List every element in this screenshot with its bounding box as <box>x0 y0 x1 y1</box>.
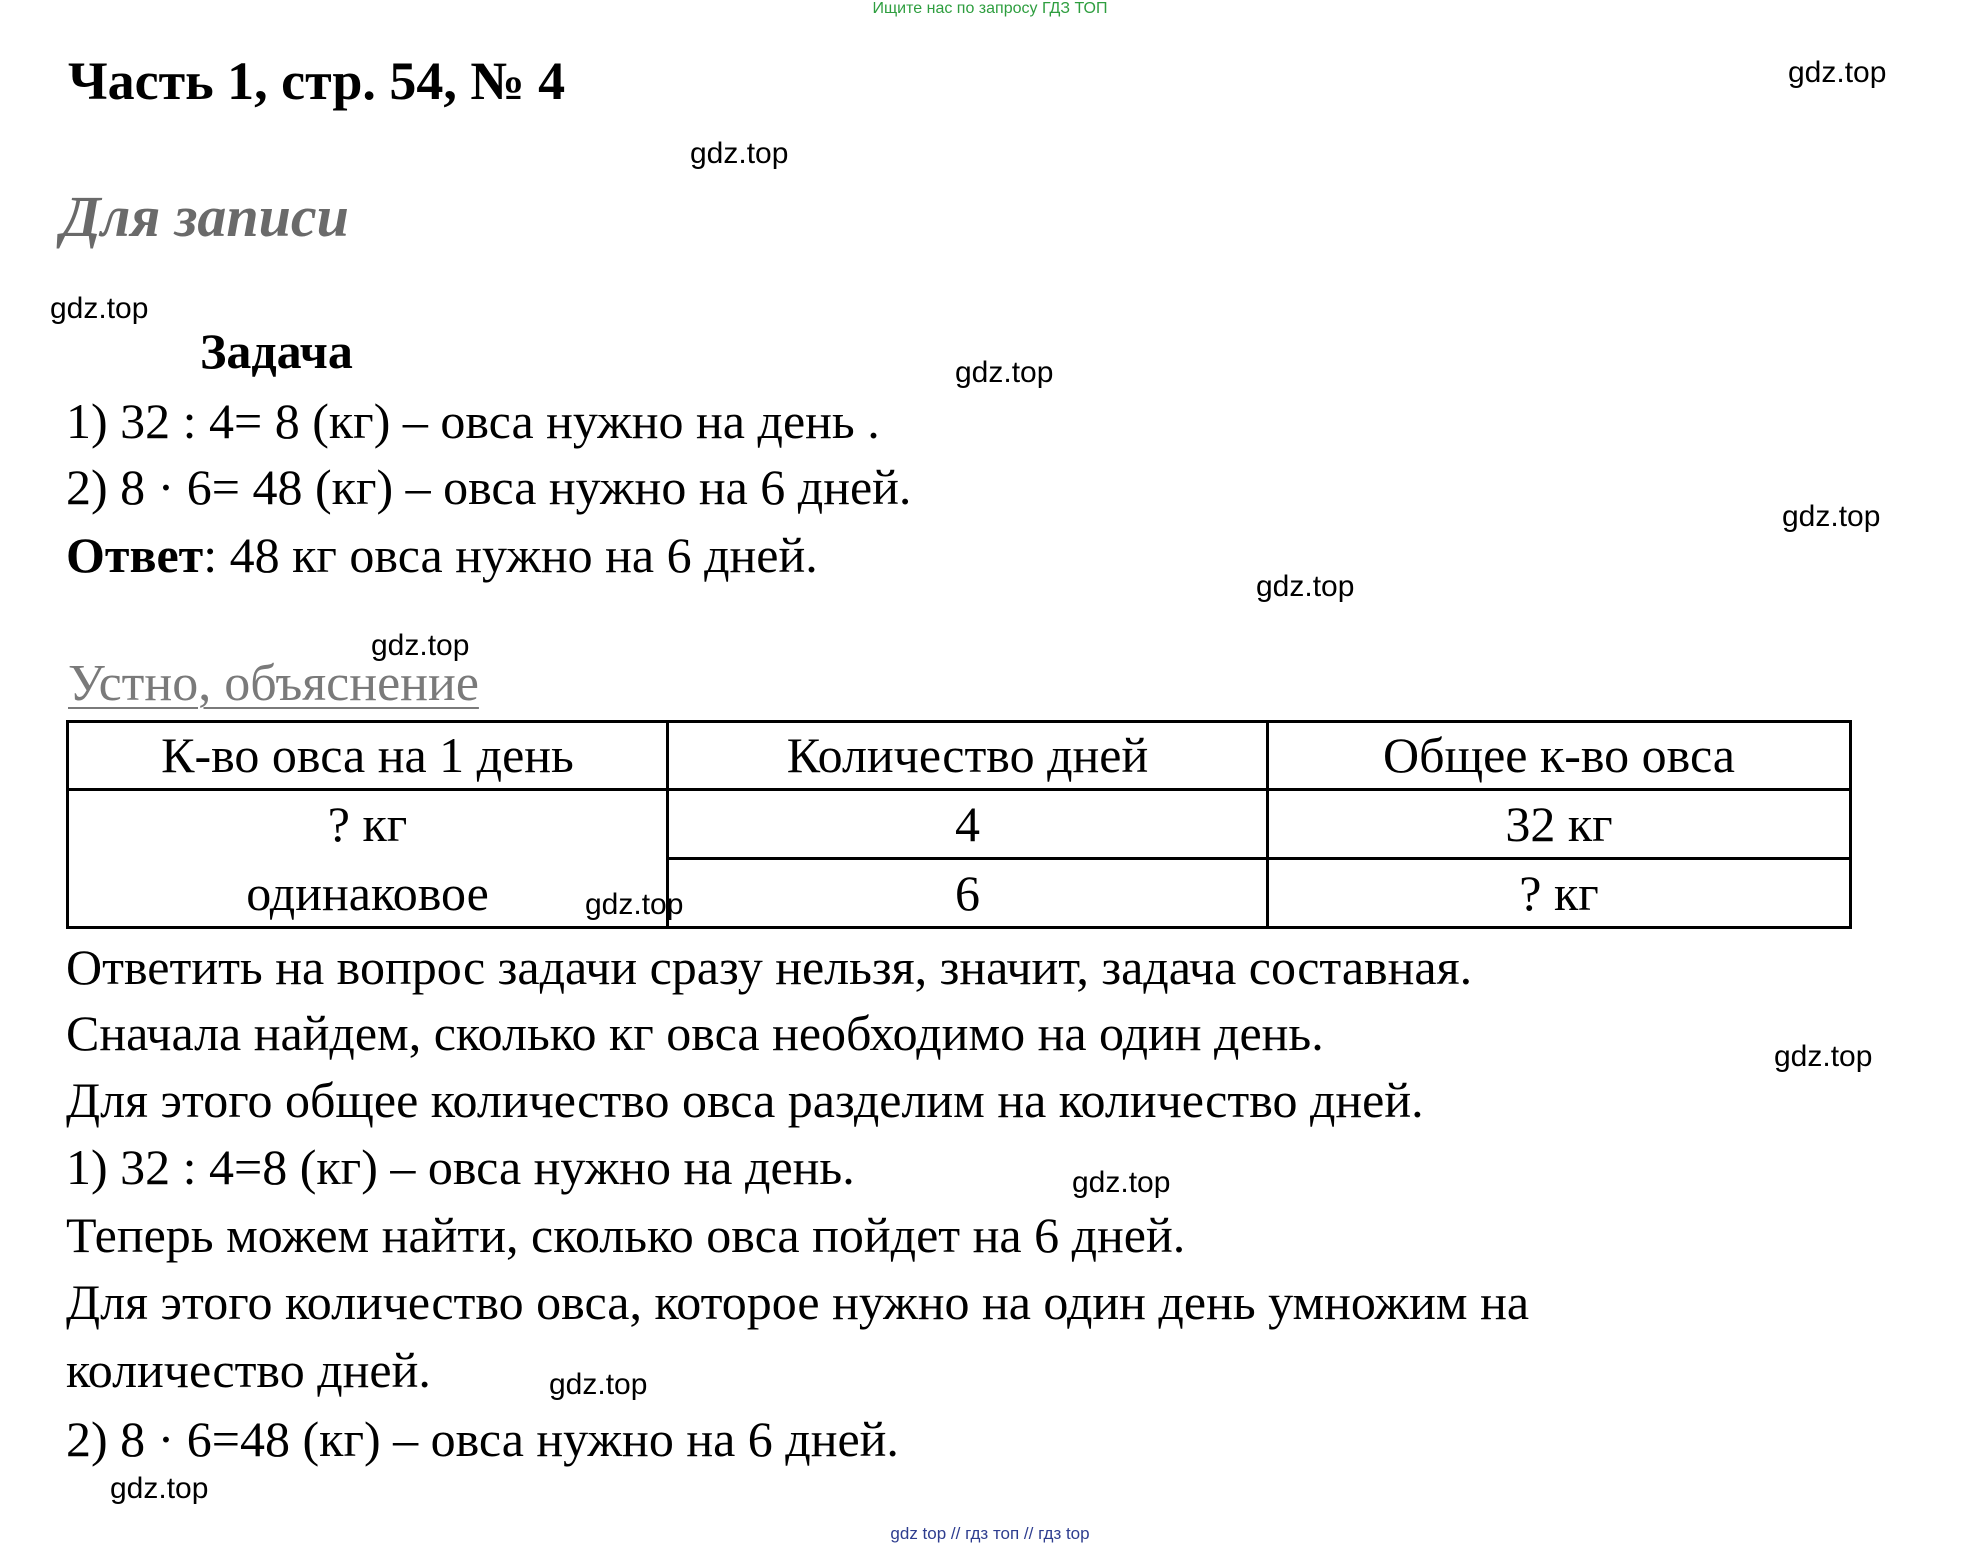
table-header-row <box>68 722 1851 790</box>
top-banner[interactable]: Ищите нас по запросу ГДЗ ТОП <box>872 0 1108 17</box>
section-heading-record: Для записи <box>61 184 349 249</box>
watermark: gdz.top <box>1774 1040 1873 1073</box>
explanation-line: 1) 32 : 4=8 (кг) – овса нужно на день. <box>66 1139 855 1195</box>
watermark: gdz.top <box>110 1472 209 1505</box>
explanation-line: Для этого общее количество овса разделим на количество дней. <box>66 1072 1424 1128</box>
task-answer <box>66 526 818 584</box>
explanation-line: 2) 8 · 6=48 (кг) – овса нужно на 6 дней. <box>66 1411 899 1467</box>
page-title: Часть 1, стр. 54, № 4 <box>68 51 566 111</box>
watermark: gdz.top <box>955 356 1054 389</box>
watermark: gdz.top <box>585 888 684 921</box>
table-cell: 4 <box>668 790 1268 859</box>
table-header-cell: К-во овса на 1 день <box>68 722 668 790</box>
footer-links[interactable]: gdz top // гдз топ // гдз top <box>890 1524 1090 1543</box>
data-table <box>66 720 1852 929</box>
watermark: gdz.top <box>371 629 470 662</box>
watermark: gdz.top <box>1072 1166 1171 1199</box>
table-header-cell: Количество дней <box>668 722 1268 790</box>
explanation-line: Теперь можем найти, сколько овса пойдет на 6 дней. <box>66 1207 1186 1263</box>
watermark: gdz.top <box>50 292 149 325</box>
table-cell: 32 кг <box>1268 790 1851 859</box>
answer-label: Ответ <box>66 527 204 583</box>
task-step-1: 1) 32 : 4= 8 (кг) – овса нужно на день . <box>66 393 880 449</box>
merged-cell-bottom: одинаковое <box>246 864 489 921</box>
watermark: gdz.top <box>1256 570 1355 603</box>
explanation-line: Сначала найдем, сколько кг овса необходимо на один день. <box>66 1005 1324 1061</box>
table-row <box>68 790 1851 859</box>
explanation-line: количество дней. <box>66 1342 431 1398</box>
table-header-cell: Общее к-во овса <box>1268 722 1851 790</box>
table-cell: 6 <box>668 859 1268 928</box>
section-heading-oral: Устно, объяснение <box>68 655 479 712</box>
answer-text: : 48 кг овса нужно на 6 дней. <box>203 527 818 583</box>
watermark: gdz.top <box>1782 500 1881 533</box>
table-cell: ? кг <box>1268 859 1851 928</box>
watermark: gdz.top <box>1788 56 1887 89</box>
watermark: gdz.top <box>549 1368 648 1401</box>
merged-cell-top: ? кг <box>327 795 408 852</box>
watermark: gdz.top <box>690 137 789 170</box>
table-merged-cell <box>68 790 668 928</box>
explanation-line: Ответить на вопрос задачи сразу нельзя, значит, задача составная. <box>66 939 1473 995</box>
explanation-line: Для этого количество овса, которое нужно на один день умножим на <box>66 1274 1530 1330</box>
task-step-2: 2) 8 · 6= 48 (кг) – овса нужно на 6 дней. <box>66 459 912 515</box>
task-heading: Задача <box>200 323 353 379</box>
